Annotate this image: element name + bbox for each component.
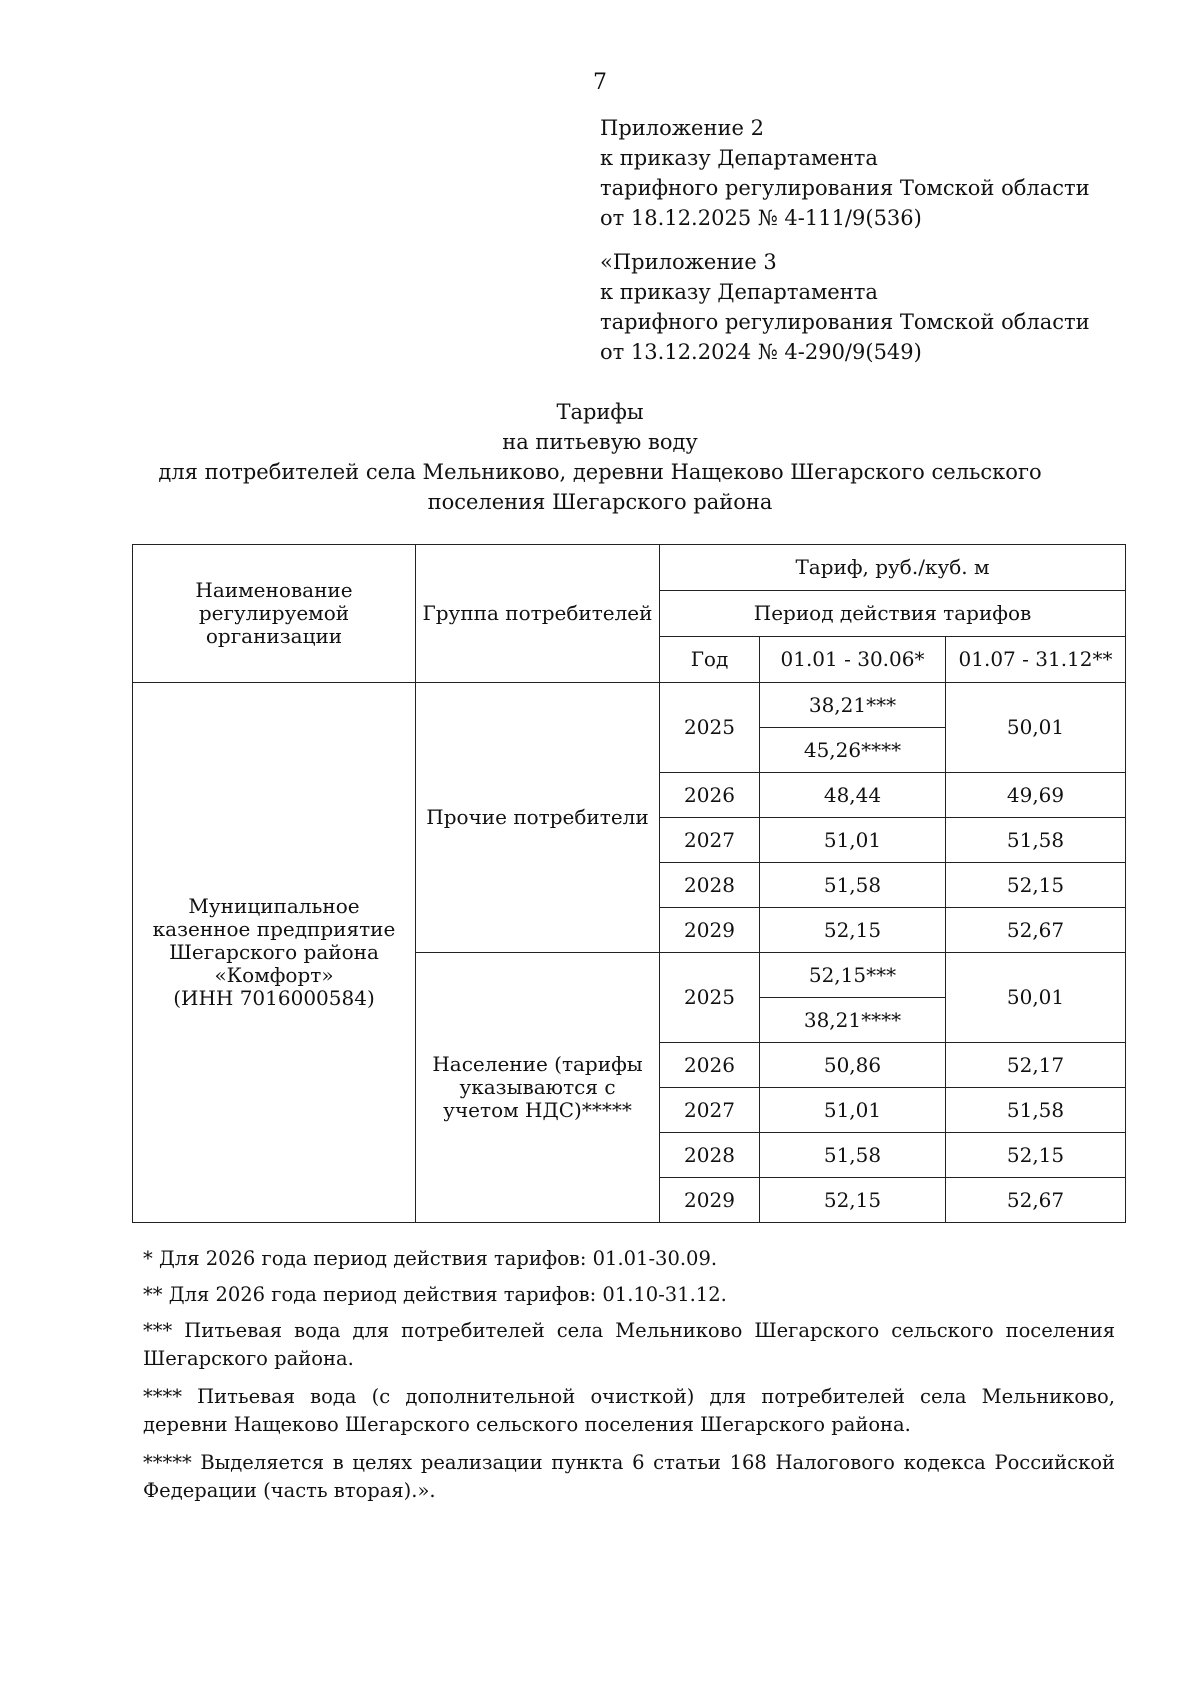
tariff-h2-cell: 52,15: [946, 1133, 1126, 1178]
footnote: ** Для 2026 года период действия тарифов: 01.10-31.12.: [143, 1283, 727, 1306]
year-cell: 2027: [660, 1088, 760, 1133]
tariff-h2-cell: 52,67: [946, 1178, 1126, 1223]
tariff-h2-cell: 50,01: [946, 953, 1126, 1043]
tariff-h2-cell: 52,67: [946, 908, 1126, 953]
organization-line: (ИНН 7016000584): [173, 986, 375, 1010]
group-line: учетом НДС)*****: [443, 1098, 632, 1122]
year-cell: 2027: [660, 818, 760, 863]
title-line: на питьевую воду: [502, 430, 698, 454]
title-line: поселения Шегарского района: [427, 490, 773, 514]
organization-line: «Комфорт»: [214, 963, 334, 987]
year-cell: 2025: [660, 683, 760, 773]
header-year: Год: [660, 637, 760, 683]
header-organization: Наименование регулируемой организации: [133, 545, 416, 683]
tariff-h1-cell: 38,21****: [760, 998, 946, 1043]
header-tariff: Тариф, руб./куб. м: [660, 545, 1126, 591]
year-cell: 2026: [660, 1043, 760, 1088]
header-second-half: 01.07 - 31.12**: [946, 637, 1126, 683]
appendix-line: Приложение 2: [600, 116, 764, 140]
footnote: * Для 2026 года период действия тарифов: 01.01-30.09.: [143, 1247, 718, 1270]
year-cell: 2028: [660, 863, 760, 908]
tariff-h1-cell: 52,15: [760, 908, 946, 953]
organization-line: Шегарского района: [169, 940, 379, 964]
page-number: 7: [593, 70, 607, 95]
consumer-group-other: Прочие потребители: [416, 683, 660, 953]
organization-cell: [133, 683, 416, 1223]
appendix-reference-current: [600, 113, 1090, 233]
year-cell: 2028: [660, 1133, 760, 1178]
group-line: указываются с: [459, 1075, 616, 1099]
organization-line: казенное предприятие: [152, 917, 396, 941]
tariff-h1-cell: 51,58: [760, 863, 946, 908]
group-line: Население (тарифы: [432, 1052, 643, 1076]
header-consumer-group: Группа потребителей: [416, 545, 660, 683]
document-title: [130, 397, 1070, 517]
appendix-reference-previous: [600, 247, 1090, 367]
tariff-table: [132, 544, 1126, 1223]
tariff-h1-cell: 45,26****: [760, 728, 946, 773]
appendix-line: от 18.12.2025 № 4-111/9(536): [600, 206, 922, 230]
year-cell: 2025: [660, 953, 760, 1043]
tariff-h2-cell: 50,01: [946, 683, 1126, 773]
appendix-line: от 13.12.2024 № 4-290/9(549): [600, 340, 922, 364]
organization-line: Муниципальное: [188, 894, 360, 918]
footnotes: [143, 1245, 1115, 1515]
tariff-h2-cell: 52,15: [946, 863, 1126, 908]
appendix-line: к приказу Департамента: [600, 146, 878, 170]
year-cell: 2029: [660, 1178, 760, 1223]
tariff-h2-cell: 51,58: [946, 818, 1126, 863]
tariff-h1-cell: 48,44: [760, 773, 946, 818]
tariff-h2-cell: 52,17: [946, 1043, 1126, 1088]
footnote: ***** Выделяется в целях реализации пункта 6 статьи 168 Налогового кодекса Российской Федерации (часть вторая).».: [143, 1451, 1115, 1502]
tariff-h2-cell: 51,58: [946, 1088, 1126, 1133]
tariff-h1-cell: 38,21***: [760, 683, 946, 728]
tariff-h1-cell: 52,15: [760, 1178, 946, 1223]
header-period: Период действия тарифов: [660, 591, 1126, 637]
footnote: *** Питьевая вода для потребителей села Мельниково Шегарского сельского поселения Шегарского района.: [143, 1319, 1115, 1370]
footnote: **** Питьевая вода (с дополнительной очисткой) для потребителей села Мельниково, деревни Нащеково Шегарского сельского поселения Шегарского района.: [143, 1385, 1115, 1436]
year-cell: 2026: [660, 773, 760, 818]
appendix-line: тарифного регулирования Томской области: [600, 310, 1090, 334]
tariff-h1-cell: 50,86: [760, 1043, 946, 1088]
header-first-half: 01.01 - 30.06*: [760, 637, 946, 683]
appendix-line: к приказу Департамента: [600, 280, 878, 304]
title-line: для потребителей села Мельниково, деревни Нащеково Шегарского сельского: [158, 460, 1042, 484]
appendix-line: тарифного регулирования Томской области: [600, 176, 1090, 200]
title-line: Тарифы: [556, 400, 644, 424]
year-cell: 2029: [660, 908, 760, 953]
tariff-h1-cell: 51,01: [760, 1088, 946, 1133]
tariff-h1-cell: 51,58: [760, 1133, 946, 1178]
consumer-group-population: [416, 953, 660, 1223]
appendix-line: «Приложение 3: [600, 250, 777, 274]
tariff-h2-cell: 49,69: [946, 773, 1126, 818]
tariff-h1-cell: 51,01: [760, 818, 946, 863]
tariff-h1-cell: 52,15***: [760, 953, 946, 998]
